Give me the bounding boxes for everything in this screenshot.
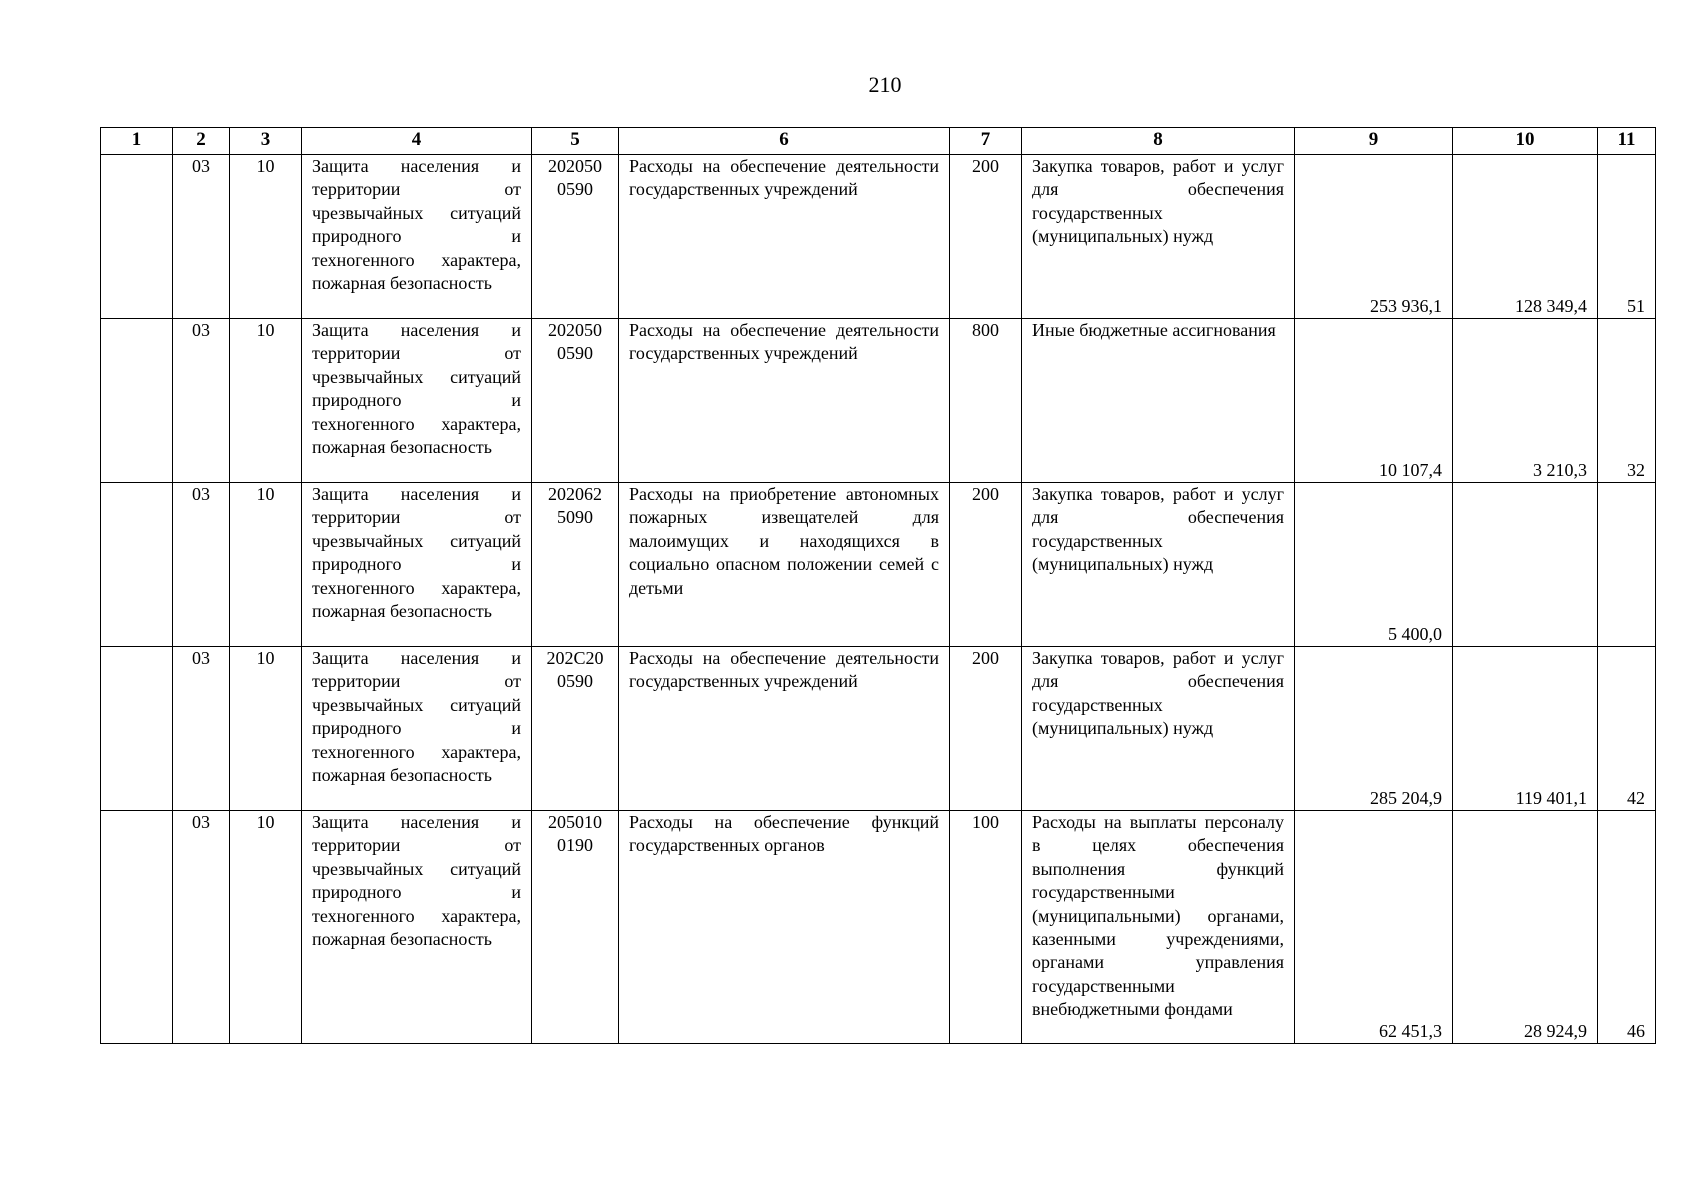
cell-col1 [101, 483, 173, 647]
column-header: 10 [1453, 128, 1598, 155]
cell-subsection: 10 [230, 647, 302, 811]
cell-section: 03 [173, 155, 230, 319]
cell-article-name: Расходы на приобретение автономных пожарных извещателей для малоимущих и находящихся в социально опасном положении семей с детьми [619, 483, 950, 647]
cell-col1 [101, 155, 173, 319]
cell-expense-type: 200 [950, 647, 1022, 811]
cell-percent: 32 [1598, 319, 1656, 483]
table-row [101, 319, 1656, 483]
cell-article-name: Расходы на обеспечение деятельности государственных учреждений [619, 319, 950, 483]
cell-section-name: Защита населения и территории от чрезвычайных ситуаций природного и техногенного характера, пожарная безопасность [302, 319, 532, 483]
column-header: 9 [1295, 128, 1453, 155]
budget-table [100, 127, 1656, 1044]
table-row [101, 483, 1656, 647]
cell-expense-type: 200 [950, 155, 1022, 319]
cell-amount-plan: 62 451,3 [1295, 811, 1453, 1044]
cell-expense-type-name: Расходы на выплаты персоналу в целях обеспечения выполнения функций государственными (муниципальными) органами, казенными учреждениями, органами управления государственными внебюджетными фондами [1022, 811, 1295, 1044]
cell-target-article: 202050 0590 [532, 319, 619, 483]
cell-col1 [101, 319, 173, 483]
cell-expense-type: 100 [950, 811, 1022, 1044]
cell-subsection: 10 [230, 483, 302, 647]
cell-section-name: Защита населения и территории от чрезвычайных ситуаций природного и техногенного характера, пожарная безопасность [302, 811, 532, 1044]
cell-article-name: Расходы на обеспечение деятельности государственных учреждений [619, 155, 950, 319]
cell-target-article: 205010 0190 [532, 811, 619, 1044]
column-header: 4 [302, 128, 532, 155]
page-number: 210 [868, 72, 902, 97]
cell-amount-plan: 285 204,9 [1295, 647, 1453, 811]
cell-expense-type: 800 [950, 319, 1022, 483]
cell-expense-type-name: Иные бюджетные ассигнования [1022, 319, 1295, 483]
column-header: 3 [230, 128, 302, 155]
cell-target-article: 202050 0590 [532, 155, 619, 319]
cell-article-name: Расходы на обеспечение функций государственных органов [619, 811, 950, 1044]
cell-percent: 46 [1598, 811, 1656, 1044]
cell-percent [1598, 483, 1656, 647]
column-header: 2 [173, 128, 230, 155]
cell-subsection: 10 [230, 319, 302, 483]
cell-expense-type-name: Закупка товаров, работ и услуг для обеспечения государственных (муниципальных) нужд [1022, 483, 1295, 647]
cell-percent: 51 [1598, 155, 1656, 319]
cell-section-name: Защита населения и территории от чрезвычайных ситуаций природного и техногенного характера, пожарная безопасность [302, 647, 532, 811]
cell-section-name: Защита населения и территории от чрезвычайных ситуаций природного и техногенного характера, пожарная безопасность [302, 155, 532, 319]
cell-subsection: 10 [230, 155, 302, 319]
cell-amount-actual: 3 210,3 [1453, 319, 1598, 483]
column-header: 11 [1598, 128, 1656, 155]
cell-col1 [101, 811, 173, 1044]
table-header-row [101, 128, 1656, 155]
cell-amount-plan: 5 400,0 [1295, 483, 1453, 647]
cell-section-name: Защита населения и территории от чрезвычайных ситуаций природного и техногенного характера, пожарная безопасность [302, 483, 532, 647]
cell-target-article: 202С20 0590 [532, 647, 619, 811]
table-row [101, 155, 1656, 319]
cell-col1 [101, 647, 173, 811]
table-row [101, 647, 1656, 811]
cell-expense-type-name: Закупка товаров, работ и услуг для обеспечения государственных (муниципальных) нужд [1022, 155, 1295, 319]
cell-amount-actual [1453, 483, 1598, 647]
cell-section: 03 [173, 811, 230, 1044]
column-header: 5 [532, 128, 619, 155]
cell-section: 03 [173, 647, 230, 811]
cell-section: 03 [173, 483, 230, 647]
cell-article-name: Расходы на обеспечение деятельности государственных учреждений [619, 647, 950, 811]
cell-section: 03 [173, 319, 230, 483]
column-header: 6 [619, 128, 950, 155]
cell-amount-actual: 119 401,1 [1453, 647, 1598, 811]
cell-percent: 42 [1598, 647, 1656, 811]
column-header: 7 [950, 128, 1022, 155]
column-header: 8 [1022, 128, 1295, 155]
cell-amount-plan: 10 107,4 [1295, 319, 1453, 483]
cell-amount-actual: 28 924,9 [1453, 811, 1598, 1044]
column-header: 1 [101, 128, 173, 155]
cell-subsection: 10 [230, 811, 302, 1044]
cell-expense-type-name: Закупка товаров, работ и услуг для обеспечения государственных (муниципальных) нужд [1022, 647, 1295, 811]
table-row [101, 811, 1656, 1044]
cell-amount-actual: 128 349,4 [1453, 155, 1598, 319]
cell-target-article: 202062 5090 [532, 483, 619, 647]
cell-expense-type: 200 [950, 483, 1022, 647]
cell-amount-plan: 253 936,1 [1295, 155, 1453, 319]
